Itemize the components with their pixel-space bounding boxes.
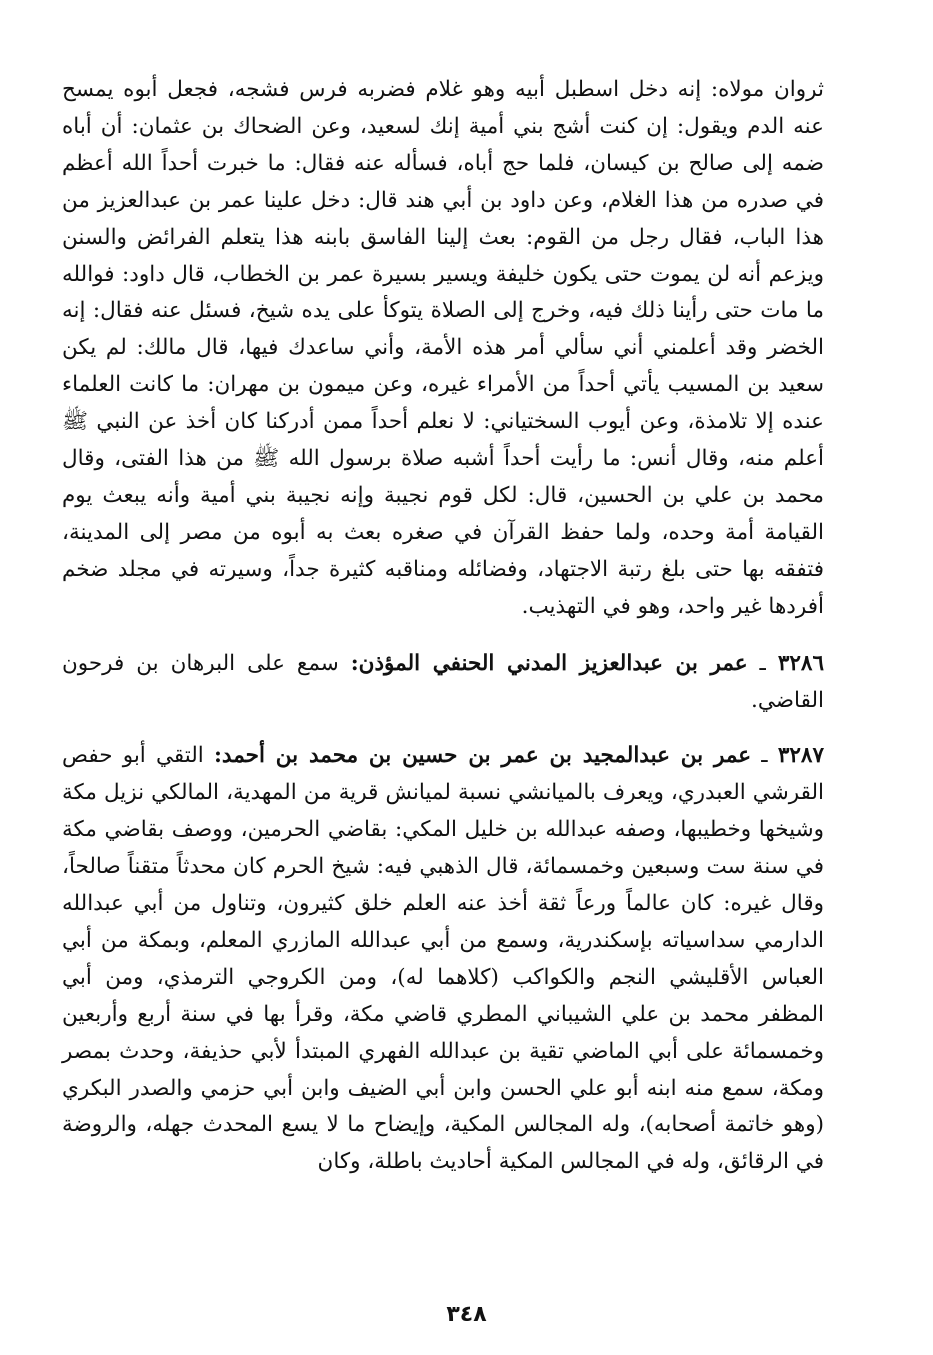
page-body	[62, 72, 824, 1181]
section-divider	[62, 719, 824, 738]
section-divider	[62, 626, 824, 646]
entry-3286	[62, 646, 824, 720]
entry-number: ٣٢٨٦	[777, 650, 825, 676]
continuation-text: ثروان مولاه: إنه دخل اسطبل أبيه وهو غلام فضربه فرس فشجه، فجعل أبوه يمسح عنه الدم ويقول: إن كنت أشج بني أمية إنك لسعيد، وعن الضحاك بن عثمان: أن أباه ضمه إلى صالح بن كيسان، فلما حج أباه، فسأله عنه فقال: ما خبرت أحداً الله أعظم في صدره من هذا الغلام، وعن داود بن أبي هند قال: دخل علينا عمر بن عبدالعزيز من هذا الباب، فقال رجل من القوم: بعث إلينا الفاسق بابنه هذا يتعلم الفرائض والسنن ويزعم أنه لن يموت حتى يكون خليفة ويسير بسيرة عمر بن الخطاب، قال داود: فوالله ما مات حتى رأينا ذلك فيه، وخرج إلى الصلاة يتوكأ على يده شيخ، فسئل عنه فقال: إنه الخضر وقد أعلمني أني سألي أمر هذه الأمة، وأني ساعدك فيها، قال مالك: لم يكن سعيد بن المسيب يأتي أحداً من الأمراء غيره، وعن ميمون بن مهران: ما كانت العلماء عنده إلا تلامذة، وعن أيوب السختياني: لا نعلم أحداً ممن أدركنا كان أخذ عن النبي ﷺ أعلم منه، وقال أنس: ما رأيت أحداً أشبه صلاة برسول الله ﷺ من هذا الفتى، وقال محمد بن علي بن الحسين، قال: لكل قوم نجيبة وإنه نجيبة بني أمية وأنه يبعث يوم القيامة أمة وحده، ولما حفظ القرآن في صغره بعث به أبوه من مصر إلى المدينة، فتفقه بها حتى بلغ رتبة الاجتهاد، وفضائله ومناقبه كثيرة جداً، وسيرته في مجلد ضخم أفردها غير واحد، وهو في التهذيب.	[62, 77, 824, 619]
page-number: ٣٤٨	[446, 1302, 487, 1327]
entry-3287	[62, 738, 824, 1181]
entry-body: سمع على البرهان بن فرحون القاضي.	[62, 650, 824, 713]
entry-heading: عمر بن عبدالعزيز المدني الحنفي المؤذن:	[350, 650, 748, 676]
entry-body: التقي أبو حفص القرشي العبدري، ويعرف بالميانشي نسبة لميانش قرية من المهدية، المالكي نزيل مكة وشيخها وخطيبها، وصفه عبدالله بن خليل المكي: بقاضي الحرمين، ووصف بقاضي مكة في سنة ست وسبعين وخمسمائة، قال الذهبي فيه: شيخ الحرم كان محدثاً متقناً صالحاً، وقال غيره: كان عالماً ورعاً ثقة أخذ عنه العلم خلق كثيرون، وتناول من أبي عبدالله الدارمي سداسياته بإسكندرية، وسمع من أبي عبدالله المازري المعلم، وبمكة من أبي العباس الأقليشي النجم والكواكب (كلاهما له)، ومن الكروجي الترمذي، ومن أبي المظفر محمد بن علي الشيباني المطري قاضي مكة، وقرأ بها في سنة أربع وأربعين وخمسمائة على أبي الماضي تقية بن عبدالله الفهري المبتدأ لأبي حذيفة، وحدث بمصر ومكة، سمع منه ابنه أبو علي الحسن وابن أبي الضيف وابن أبي حزمي والصدر البكري (وهو خاتمة أصحابه)، وله المجالس المكية، وإيضاح ما لا يسع المحدث جهله، والروضة في الرقائق، وله في المجالس المكية أحاديث باطلة، وكان	[62, 743, 824, 1175]
entry-heading: عمر بن عبدالمجيد بن عمر بن حسين بن محمد بن أحمد:	[214, 743, 752, 769]
entry-separator: ـ	[747, 650, 778, 676]
entry-number: ٣٢٨٧	[777, 743, 825, 769]
entry-separator: ـ	[751, 743, 778, 769]
continuation-paragraph	[62, 72, 824, 626]
